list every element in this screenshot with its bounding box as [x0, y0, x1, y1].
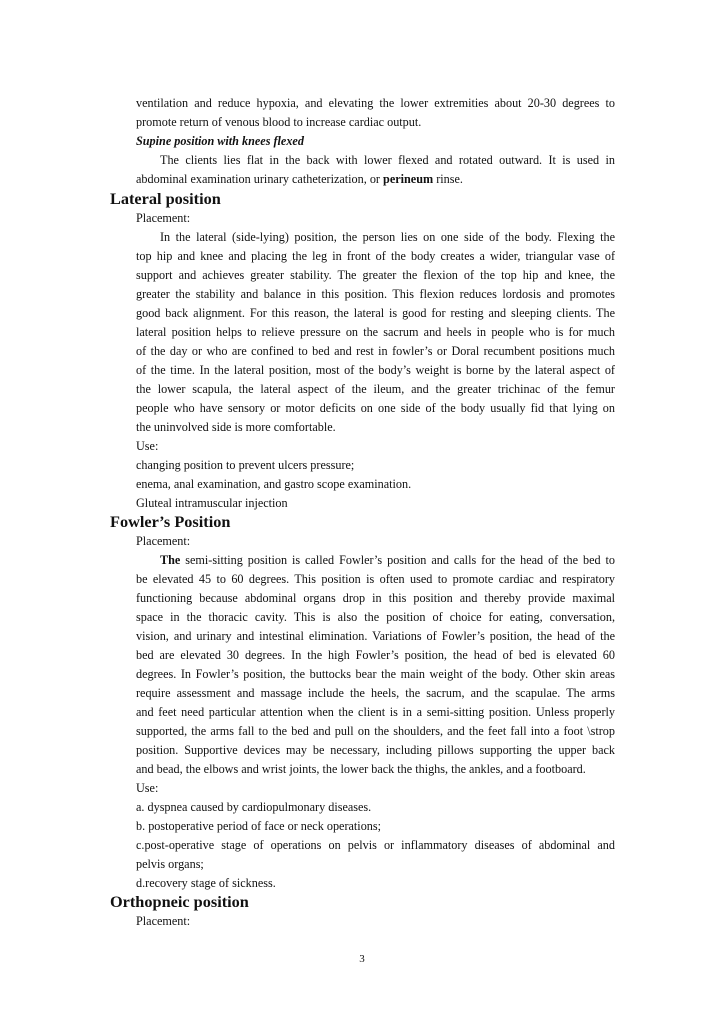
subheading-supine-knees-flexed: Supine position with knees flexed	[136, 134, 304, 148]
paragraph-line: and bead, the elbows and wrist joints, the lower back the thighs, the ankles, and a footboard.	[136, 762, 586, 776]
paragraph-line	[160, 551, 615, 570]
placement-label: Placement:	[136, 211, 191, 225]
placement-label: Placement:	[136, 534, 191, 548]
paragraph-line: space in the thoracic cavity. This is also the position of choice for eating, conversation,	[136, 610, 615, 624]
paragraph-line: ventilation and reduce hypoxia, and elevating the lower extremities about 20-30 degrees to	[136, 96, 615, 110]
paragraph-line: position. Supportive devices may be necessary, including pillows supporting the upper back	[136, 743, 615, 757]
page-number: 3	[359, 953, 365, 965]
paragraph-line: degrees. In Fowler’s position, the buttocks bear the main weight of the body. Other skin areas	[136, 667, 615, 681]
use-item: enema, anal examination, and gastro scope examination.	[136, 477, 412, 491]
paragraph-line: promote return of venous blood to increase cardiac output.	[136, 115, 422, 129]
paragraph-line	[136, 170, 615, 189]
paragraph-line: require assessment and massage include the heels, the sacrum, and the scapulae. The arms	[136, 686, 615, 700]
text-run: semi-sitting position is called Fowler’s position and calls for the head of the bed to	[180, 553, 615, 567]
paragraph-line: of the time. In the lateral position, most of the body’s weight is borne by the lateral aspect of	[136, 363, 615, 377]
paragraph-line: lateral position helps to relieve pressure on the sacrum and heels in people who is for much	[136, 325, 615, 339]
use-item: changing position to prevent ulcers pressure;	[136, 458, 355, 472]
paragraph-line: support and achieves greater stability. The greater the flexion of the top hip and knee, the	[136, 268, 615, 282]
bold-term-perineum: perineum	[383, 172, 434, 186]
paragraph-line: functioning because abdominal organs drop in this position and thereby provide maximal	[136, 591, 615, 605]
paragraph-line: be elevated 45 to 60 degrees. This position is often used to promote cardiac and respiratory	[136, 572, 615, 586]
text-run: abdominal examination urinary catheterization, or	[136, 172, 384, 186]
section-heading-fowler: Fowler’s Position	[110, 512, 231, 531]
use-item: a. dyspnea caused by cardiopulmonary diseases.	[136, 800, 372, 814]
paragraph-line: bed are elevated 30 degrees. In the high Fowler’s position, the head of bed is elevated 60	[136, 648, 615, 662]
paragraph-line: top hip and knee and placing the leg in front of the body creates a wider, triangular vase of	[136, 249, 615, 263]
use-label: Use:	[136, 439, 159, 453]
placement-label: Placement:	[136, 914, 191, 928]
use-label: Use:	[136, 781, 159, 795]
paragraph-line: and feet need particular attention when the client is in a semi-sitting position. Unless properly	[136, 705, 615, 719]
paragraph-line: In the lateral (side-lying) position, the person lies on one side of the body. Flexing the	[160, 230, 615, 244]
paragraph-line: good back alignment. For this reason, the lateral is good for resting and sleeping clients. The	[136, 306, 615, 320]
use-item: b. postoperative period of face or neck operations;	[136, 819, 382, 833]
use-item: pelvis organs;	[136, 857, 204, 871]
bold-word: The	[160, 553, 181, 567]
paragraph-line: of the day or who are confined to bed and rest in fowler’s or Doral recumbent positions much	[136, 344, 615, 358]
section-heading-orthopneic: Orthopneic position	[110, 892, 249, 911]
paragraph-line: vision, and urinary and intestinal elimination. Variations of Fowler’s position, the head of the	[136, 629, 615, 643]
section-heading-lateral: Lateral position	[110, 189, 221, 208]
paragraph-line: supported, the arms fall to the bed and pull on the shoulders, and the feet fall into a foot \strop	[136, 724, 615, 738]
paragraph-line: people who have sensory or motor deficits on one side of the body usually fid that lying on	[136, 401, 615, 415]
use-item: Gluteal intramuscular injection	[136, 496, 288, 510]
paragraph-line: greater the stability and balance in this position. This flexion reduces lordosis and promotes	[136, 287, 615, 301]
text-run: rinse.	[433, 172, 463, 186]
paragraph-line: the lower scapula, the lateral aspect of the ileum, and the greater trichinac of the femur	[136, 382, 615, 396]
use-item: d.recovery stage of sickness.	[136, 876, 276, 890]
paragraph-line: the uninvolved side is more comfortable.	[136, 420, 336, 434]
use-item: c.post-operative stage of operations on pelvis or inflammatory diseases of abdominal and	[136, 838, 615, 852]
paragraph-line: The clients lies flat in the back with lower flexed and rotated outward. It is used in	[160, 153, 615, 167]
